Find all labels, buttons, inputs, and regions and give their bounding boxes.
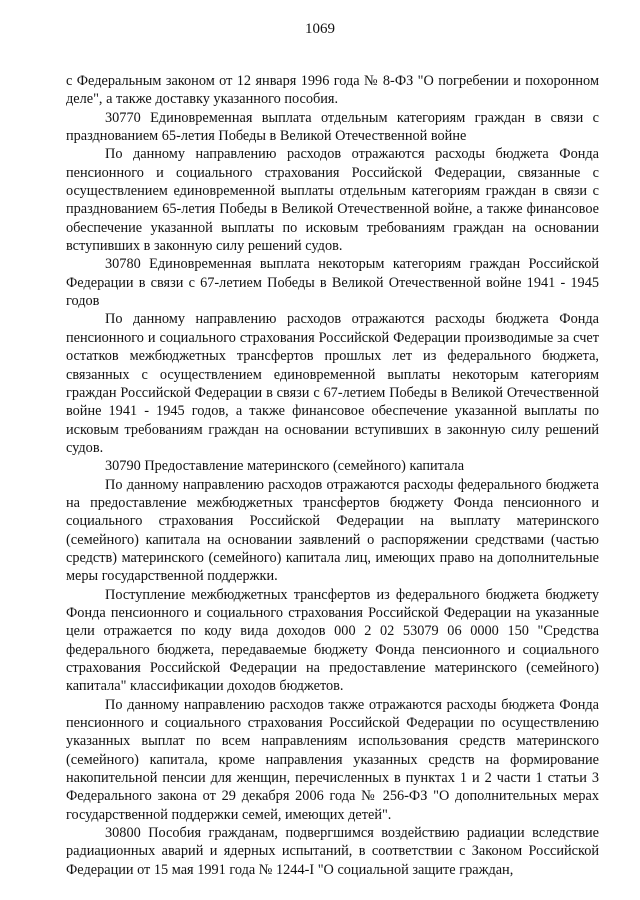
page-number: 1069 xyxy=(305,21,335,37)
heading-30780: 30780 Единовременная выплата некоторым категориям граждан Российской Федерации в связи с 67-летием Победы в Великой Отечественной войне 1941 - 1945 годов xyxy=(66,256,599,310)
paragraph: Поступление межбюджетных трансфертов из федерального бюджета бюджету Фонда пенсионного и социального страхования Российской Федерации на указанные цели отражается по коду вида доходов 000 2 02 53079 06 0000 150 "Средства федерального бюджета, передаваемые бюджету Фонда пенсионного и социального страхования Российской Федерации на предоставление материнского (семейного) капитала" классификации доходов бюджетов. xyxy=(66,586,599,695)
document-body xyxy=(66,72,599,879)
paragraph: По данному направлению расходов также отражаются расходы бюджета Фонда пенсионного и социального страхования Российской Федерации по осуществлению указанных выплат по всем направлениям использования средств материнского (семейного) капитала, кроме направления указанных средств на формирование накопительной пенсии для женщин, перечисленных в пунктах 1 и 2 части 1 статьи 3 Федерального закона от 29 декабря 2006 года № 256-ФЗ "О дополнительных мерах государственной поддержки семей, имеющих детей". xyxy=(66,696,599,823)
paragraph-continuation: с Федеральным законом от 12 января 1996 года № 8-ФЗ "О погребении и похоронном деле", а также доставку указанного пособия. xyxy=(66,73,599,108)
heading-30770: 30770 Единовременная выплата отдельным категориям граждан в связи с празднованием 65-летия Победы в Великой Отечественной войне xyxy=(66,109,599,145)
paragraph: По данному направлению расходов отражаются расходы бюджета Фонда пенсионного и социального страхования Российской Федерации производимые за счет остатков межбюджетных трансфертов прошлых лет из федерального бюджета, связанных с осуществлением единовременной выплаты некоторым категориям граждан Российской Федерации в связи с 67-летием Победы в Великой Отечественной войне 1941 - 1945 годов, а также финансовое обеспечение указанной выплаты по исковым требованиям граждан на основании вступивших в законную силу решений судов. xyxy=(66,311,599,456)
paragraph: По данному направлению расходов отражаются расходы федерального бюджета на предоставление межбюджетных трансфертов бюджету Фонда пенсионного и социального страхования Российской Федерации на выплату материнского (семейного) капитала на основании заявлений о распоряжении средствами (частью средств) материнского (семейного) капитала лиц, имеющих право на дополнительные меры государственной поддержки. xyxy=(66,476,599,585)
heading-30790: 30790 Предоставление материнского (семейного) капитала xyxy=(105,458,465,475)
paragraph: По данному направлению расходов отражаются расходы бюджета Фонда пенсионного и социального страхования Российской Федерации, связанные с осуществлением единовременной выплаты отдельным категориям граждан в связи с празднованием 65-летия Победы в Великой Отечественной войне, а также финансовое обеспечение указанной выплаты по исковым требованиям граждан на основании вступивших в законную силу решений судов. xyxy=(66,146,599,255)
heading-30800: 30800 Пособия гражданам, подвергшимся воздействию радиации вследствие радиационных аварий и ядерных испытаний, в соответствии с Законом Российской Федерации от 15 мая 1991 года № 1244-I "О социальной защите граждан, xyxy=(66,825,599,878)
